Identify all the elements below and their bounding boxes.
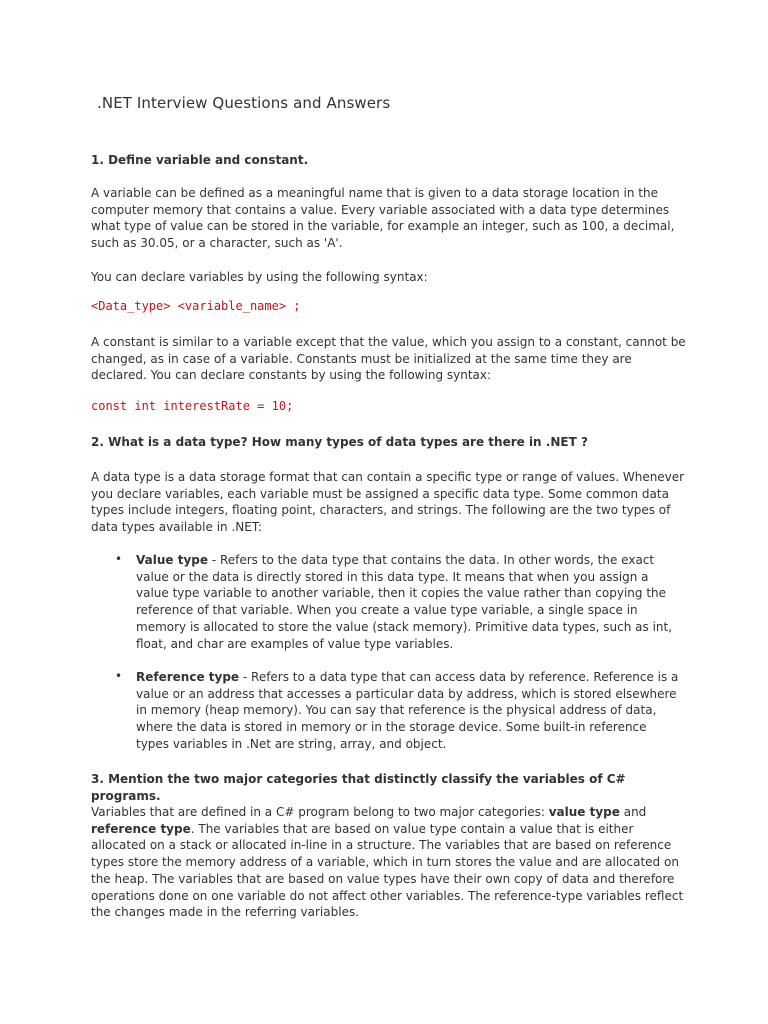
- question-1-heading: 1. Define variable and constant.: [91, 153, 309, 167]
- constant-syntax-code: const int interestRate = 10;: [91, 399, 294, 413]
- variable-syntax-code: <Data_type> <variable_name> ;: [91, 299, 301, 313]
- page-title: .NET Interview Questions and Answers: [97, 94, 391, 112]
- reference-type-term: Reference type: [136, 670, 240, 684]
- value-type-list-item: [136, 552, 681, 652]
- question-2-heading: 2. What is a data type? How many types of data types are there in .NET ?: [91, 435, 588, 449]
- reference-type-list-item: [136, 669, 681, 753]
- bullet-icon: •: [115, 669, 123, 683]
- value-type-term-inline: value type: [548, 805, 620, 819]
- value-type-description: - Refers to the data type that contains the data. In other words, the exact value or the data is directly stored in this data type. It means that when you assign a value type variable to another variable, then it copies the value rather than copying the reference of that variable. When you create a value type variable, a single space in memory is allocated to store the value (stack memory). Primitive data types, such as int, float, and char are examples of value type variables.: [136, 553, 673, 651]
- reference-type-term-inline: reference type: [91, 821, 191, 836]
- question-3-conjunction: and: [619, 805, 647, 819]
- question-1-paragraph-3: A constant is similar to a variable except that the value, which you assign to a constant, cannot be changed, as in case of a variable. Constants must be initialized at the same time they are declared. You can declare constants by using the following syntax:: [91, 335, 686, 383]
- reference-type-description: - Refers to a data type that can access data by reference. Reference is a value or an address that accesses a particular data by address, which is stored elsewhere in memory (heap memory). You can say that reference is the physical address of data, where the data is stored in memory or in the storage device. Some built-in reference types variables in .Net are string, array, and object.: [136, 670, 679, 751]
- question-3-rest: . The variables that are based on value type contain a value that is either allocated on a stack or allocated in-line in a structure. The variables that are based on reference types store the memory address of a variable, which in turn stores the value and are allocated on the heap. The variables that are based on value types have their own copy of data and therefore operations done on one variable do not affect other variables. The reference-type variables reflect the changes made in the referring variables.: [91, 821, 684, 920]
- question-1-paragraph-2: You can declare variables by using the following syntax:: [91, 270, 428, 284]
- value-type-term: Value type: [136, 553, 208, 567]
- bullet-icon: •: [115, 552, 123, 566]
- question-2-paragraph-1: A data type is a data storage format that can contain a specific type or range of values. Whenever you declare variables, each variable must be assigned a specific data type. Some common data types include integers, floating point, characters, and strings. The following are the two types of data types available in .NET:: [91, 470, 685, 535]
- question-3-intro: Variables that are defined in a C# program belong to two major categories:: [91, 805, 549, 819]
- question-3-paragraph-1: [91, 804, 691, 921]
- question-3-heading: 3. Mention the two major categories that distinctly classify the variables of C# programs.: [91, 772, 626, 803]
- question-1-paragraph-1: A variable can be defined as a meaningful name that is given to a data storage location in the computer memory that contains a value. Every variable associated with a data type determines what type of value can be stored in the variable, for example an integer, such as 100, a decimal, such as 30.05, or a character, such as 'A'.: [91, 186, 675, 251]
